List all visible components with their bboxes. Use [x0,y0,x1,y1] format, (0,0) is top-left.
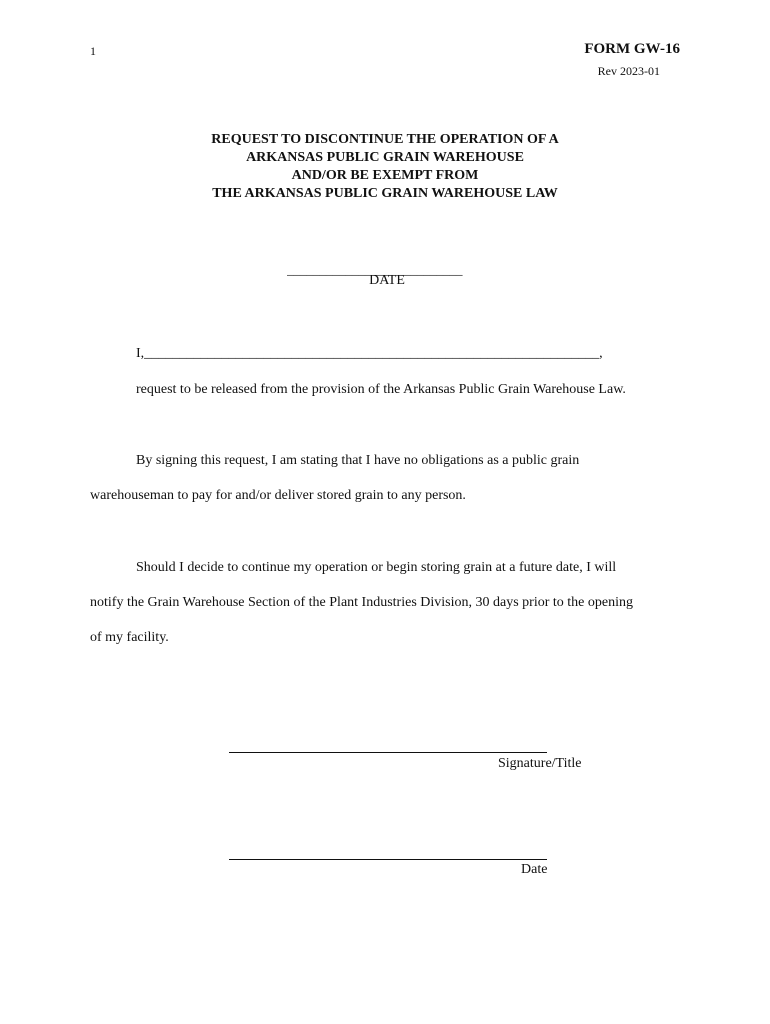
signature-date-line[interactable] [229,859,547,860]
date-field-line[interactable]: ___________________________ [287,262,463,277]
signature-date-label: Date [521,862,548,877]
revision-label: Rev 2023-01 [597,64,660,78]
notify-text-line-2: notify the Grain Warehouse Section of the Plant Industries Division, 30 days prior to the opening [90,595,633,610]
title-line-2: ARKANSAS PUBLIC GRAIN WAREHOUSE [246,150,524,165]
date-field-label: DATE [369,273,405,288]
title-line-3: AND/OR BE EXEMPT FROM [291,168,479,183]
page-number: 1 [90,44,96,58]
obligations-text-line-2: warehouseman to pay for and/or deliver stored grain to any person. [90,488,466,503]
obligations-text-line-1: By signing this request, I am stating that I have no obligations as a public grain [136,453,580,468]
title-line-4: THE ARKANSAS PUBLIC GRAIN WAREHOUSE LAW [212,186,558,201]
signature-title-label: Signature/Title [498,756,582,771]
release-request-text: request to be released from the provision of the Arkansas Public Grain Warehouse Law. [136,382,626,397]
name-field-line[interactable]: I,_________________________________________________________________, [136,346,603,361]
title-line-1: REQUEST TO DISCONTINUE THE OPERATION OF A [211,132,559,147]
signature-line[interactable] [229,752,547,753]
notify-text-line-3: of my facility. [90,630,169,645]
notify-text-line-1: Should I decide to continue my operation or begin storing grain at a future date, I will [136,560,617,575]
form-id: FORM GW-16 [584,41,680,57]
document-title [0,131,770,203]
